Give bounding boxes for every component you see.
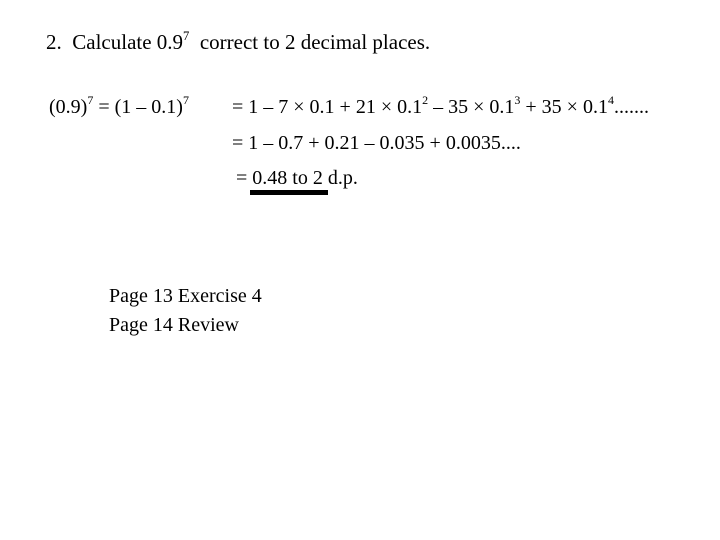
reference-line: Page 13 Exercise 4 xyxy=(109,285,262,307)
question-number: 2. xyxy=(46,30,62,54)
answer-line: = 0.48 to 2 d.p. xyxy=(236,167,358,189)
question-text xyxy=(46,30,430,55)
expansion-line-2: = 1 – 0.7 + 0.21 – 0.035 + 0.0035.... xyxy=(232,132,521,154)
term-group-2: – 35 × 0.1 xyxy=(428,96,515,118)
lhs-exponent: 7 xyxy=(87,93,94,107)
question-exponent: 7 xyxy=(183,28,190,43)
answer-underline xyxy=(250,190,328,195)
term-exponent-1: 2 xyxy=(422,93,429,107)
expansion-line-1 xyxy=(232,93,649,119)
lhs-base: (0.9) xyxy=(49,96,88,118)
question-prompt: Calculate 0.9 xyxy=(72,30,184,54)
lhs-binomial-exponent: 7 xyxy=(182,93,189,107)
expansion-lhs xyxy=(49,93,189,119)
term-exponent-2: 3 xyxy=(514,93,521,107)
lhs-binomial: = (1 – 0.1) xyxy=(93,96,183,118)
term-ellipsis: ....... xyxy=(613,96,649,118)
term-group-3: + 35 × 0.1 xyxy=(520,96,608,118)
question-prompt-end: correct to 2 decimal places. xyxy=(199,30,431,54)
reference-line: Page 14 Review xyxy=(109,314,239,336)
term-group-1: = 1 – 7 × 0.1 + 21 × 0.1 xyxy=(232,96,423,118)
term-exponent-3: 4 xyxy=(607,93,614,107)
